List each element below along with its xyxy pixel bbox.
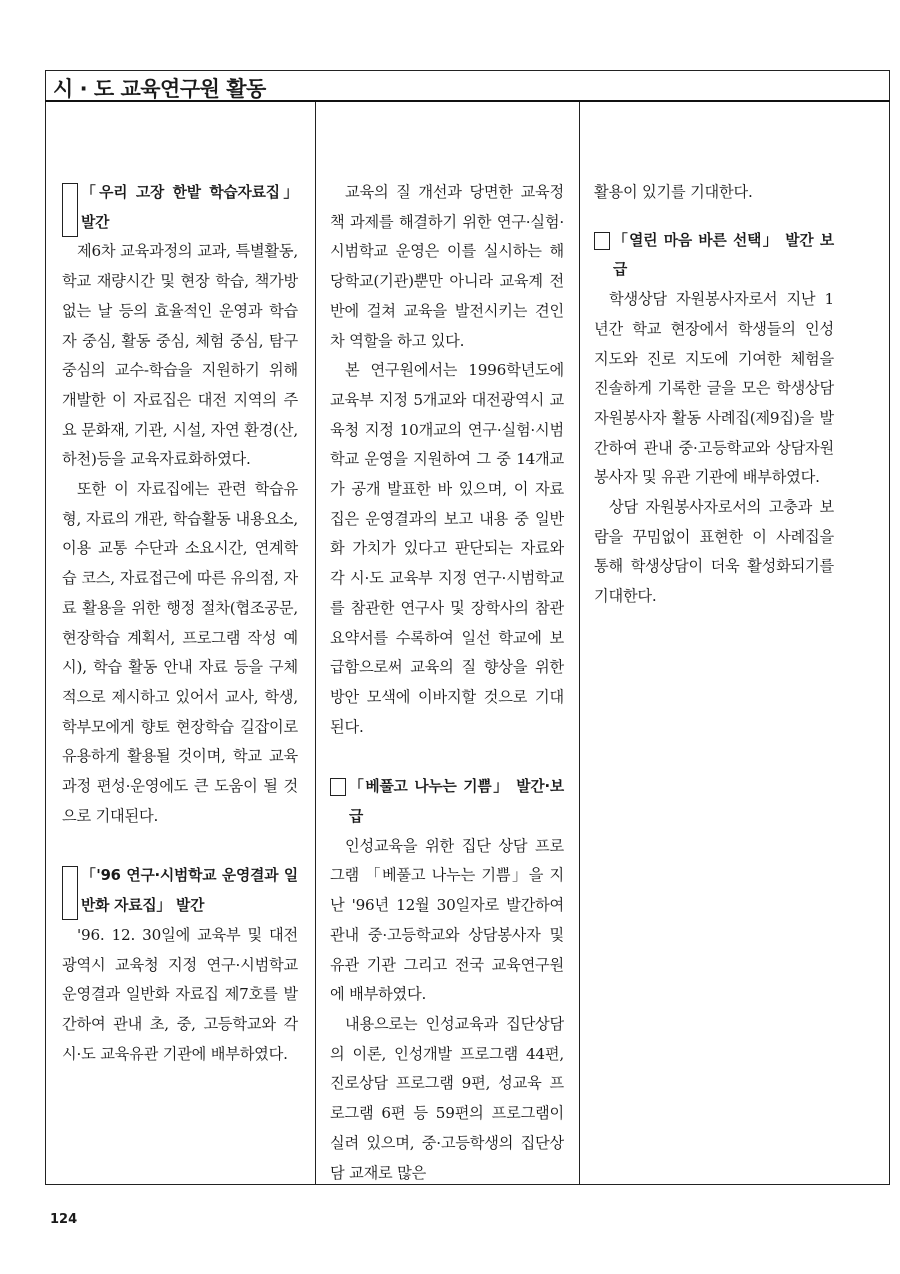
section-title: 「베풀고 나누는 기쁨」 발간·보급 [349,778,564,826]
page-number: 124 [50,1212,78,1227]
paragraph: '96. 12. 30일에 교육부 및 대전광역시 교육청 지정 연구·시범학교 운영결과 일반화 자료집 제7호를 발간하여 관내 초, 중, 고등학교와 각 시·도 교육유관 기관에 배부하였다. [62,925,298,1063]
column-3 [594,178,834,612]
paragraph: 상담 자원봉사자로서의 고충과 보람을 꾸밈없이 표현한 이 사례집을 통해 학생상담이 더욱 활성화되기를 기대한다. [594,498,834,606]
paragraph: 학생상담 자원봉사자로서 지난 1년간 학교 현장에서 학생들의 인성 지도와 진로 지도에 기여한 체험을 진솔하게 기록한 글을 모은 학생상담 자원봉사자 활동 사례집(제9집)을 발간하여 관내 중·고등학교와 상담자원 봉사자 및 유관 기관에 배부하였다. [594,290,834,487]
section-heading [330,772,564,831]
checkbox-icon [594,232,610,250]
paragraph: 인성교육을 위한 집단 상담 프로그램 「베풀고 나누는 기쁨」을 지난 '96년 12월 30일자로 발간하여 관내 중·고등학교와 상담봉사자 및 유관 기관 그리고 전국 교육연구원에 배부하였다. [330,836,564,1004]
paragraph: 본 연구원에서는 1996학년도에 교육부 지정 5개교와 대전광역시 교육청 지정 10개교의 연구·실험·시범학교 운영을 지원하여 그 중 14개교가 공개 발표한 바 있으며, 이 자료집은 운영결과의 보고 내용 중 일반화 가치가 있다고 판단되는 자료와 각 시·도 교육부 지정 연구·시범학교를 참관한 연구사 및 장학사의 참관 요약서를 수록하여 일선 학교에 보급함으로써 교육의 질 향상을 위한 방안 모색에 이바지할 것으로 기대된다. [330,361,564,736]
section-heading [62,861,298,920]
column-1 [62,178,298,1069]
paragraph: 내용으로는 인성교육과 집단상담의 이론, 인성개발 프로그램 44편, 진로상담 프로그램 9편, 성교육 프로그램 6편 등 59편의 프로그램이 실려 있으며, 중·고등학생의 집단상담 교재로 많은 [330,1014,564,1182]
paragraph: 활용이 있기를 기대한다. [594,183,753,201]
paragraph: 또한 이 자료집에는 관련 학습유형, 자료의 개관, 학습활동 내용요소, 이용 교통 수단과 소요시간, 연계학습 코스, 자료접근에 따른 유의점, 자료 활용을 위한 행정 절차(협조공문, 현장학습 계획서, 프로그램 작성 예시), 학습 활동 안내 자료 등을 구체적으로 제시하고 있어서 교사, 학생, 학부모에게 향토 현장학습 길잡이로 유용하게 활용될 것이며, 학교 교육과정 편성·운영에도 큰 도움이 될 것으로 기대된다. [62,480,298,825]
section-title: 「열린 마음 바른 선택」 발간 보급 [613,231,834,279]
column-divider [315,102,316,1185]
section-title: 「우리 고장 한밭 학습자료집」 발간 [81,184,298,231]
page-title: 시 · 도 교육연구원 활동 [53,77,266,101]
checkbox-icon [330,778,346,796]
column-2 [330,178,564,1188]
section-header [45,70,890,102]
checkbox-icon [62,183,78,237]
paragraph: 교육의 질 개선과 당면한 교육정책 과제를 해결하기 위한 연구·실험·시범학교 운영은 이를 실시하는 해당학교(기관)뿐만 아니라 교육계 전반에 걸쳐 교육을 발전시키는 견인차 역할을 하고 있다. [330,183,564,350]
column-divider [579,102,580,1185]
section-title: 「'96 연구·시범학교 운영결과 일반화 자료집」 발간 [81,867,298,915]
paragraph: 제6차 교육과정의 교과, 특별활동, 학교 재량시간 및 현장 학습, 책가방 없는 날 등의 효율적인 운영과 학습자 중심, 활동 중심, 체험 중심, 탐구 중심의 교수-학습을 지원하기 위해 개발한 이 자료집은 대전 지역의 주요 문화재, 기관, 시설, 자연 환경(산, 하천)등을 교육자료화하였다. [62,242,298,469]
section-heading [594,226,834,285]
checkbox-icon [62,866,78,920]
section-heading [62,178,298,237]
